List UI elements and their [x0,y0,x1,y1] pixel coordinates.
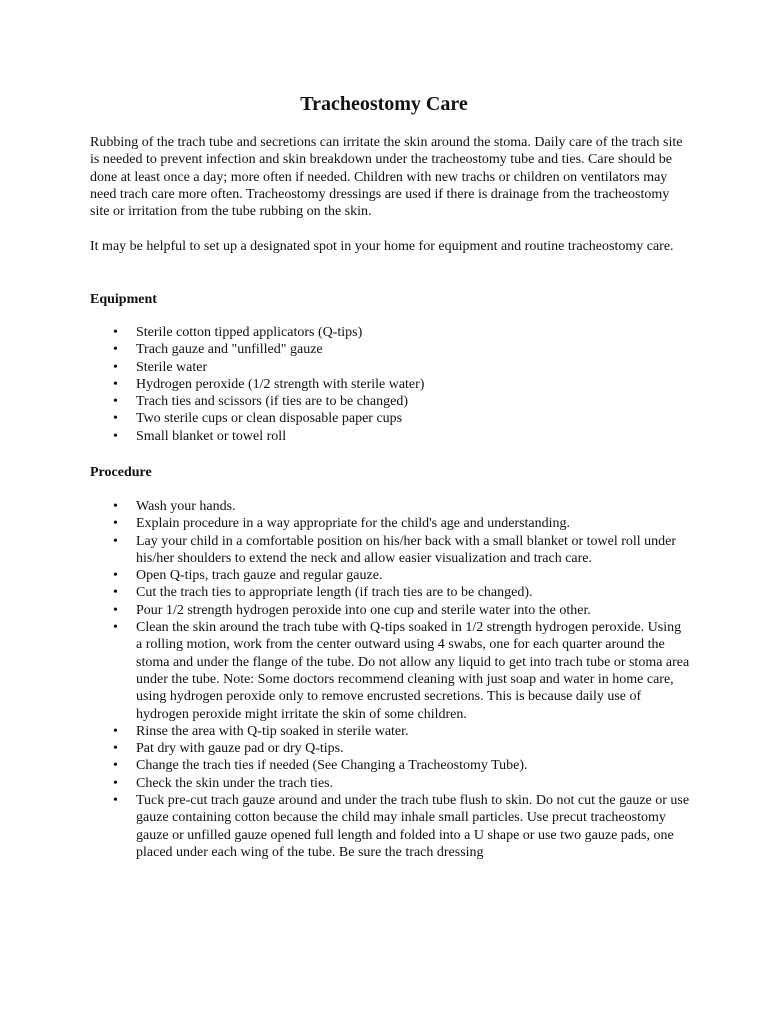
list-item-text: Sterile water [136,359,208,375]
list-item-text: Pour 1/2 strength hydrogen peroxide into one cup and sterile water into the other. [136,602,591,618]
list-item-text: Explain procedure in a way appropriate for the child's age and understanding. [136,516,571,532]
list-item [90,567,690,584]
list-item [90,792,690,861]
intro-paragraph: Rubbing of the trach tube and secretions can irritate the skin around the stoma. Daily care of the trach site is needed to prevent infection and skin breakdown under the tracheostomy tube and ties. Care should be done at least once a day; more often if needed. Children with new trachs or children on ventilators may need trach care more often. Tracheostomy dressings are used if there is drainage from the tracheostomy site or irritation from the tube rubbing on the skin. [90,135,683,220]
list-item-text: Rinse the area with Q-tip soaked in sterile water. [136,723,409,739]
list-item [90,740,690,757]
list-item [90,723,690,740]
bullet-icon: • [113,325,118,340]
list-item [90,533,690,568]
bullet-icon: • [113,359,118,375]
list-item-text: Lay your child in a comfortable position on his/her back with a small blanket or towel roll under his/her shoulders to extend the neck and allow easier visualization and trach care. [136,533,677,566]
list-item [90,428,690,445]
list-item-text: Clean the skin around the trach tube with Q-tips soaked in 1/2 strength hydrogen peroxide. Using a rolling motion, work from the center outward using 4 swabs, one for each quarter around the stoma and under the flange of the tube. Do not allow any liquid to get into trach tube or stoma area under the tube. Note: Some doctors recommend cleaning with just soap and water in home care, using hydrogen peroxide only to remove encrusted secretions. This is because daily use of hydrogen peroxide might irritate the skin of some children. [136,620,690,722]
bullet-icon: • [113,568,118,584]
bullet-icon: • [113,394,118,410]
list-item [90,341,690,358]
list-item-text: Check the skin under the trach ties. [136,775,334,791]
list-item [90,757,690,774]
bullet-icon: • [113,620,118,636]
list-item [90,359,690,376]
list-item-text: Trach gauze and "unfilled" gauze [136,342,323,358]
list-item [90,619,690,723]
bullet-icon: • [113,533,118,549]
bullet-icon: • [113,741,118,757]
bullet-icon: • [113,516,118,532]
list-item-text: Trach ties and scissors (if ties are to be changed) [136,394,409,410]
list-item-text: Cut the trach ties to appropriate length (if trach ties are to be changed). [136,585,533,601]
list-item-text: Wash your hands. [136,499,236,514]
bullet-icon: • [113,585,118,601]
list-item [90,324,690,341]
bullet-icon: • [113,342,118,358]
bullet-icon: • [113,775,118,791]
setup-paragraph: It may be helpful to set up a designated spot in your home for equipment and routine tracheostomy care. [90,239,674,254]
bullet-icon: • [113,723,118,739]
list-item [90,775,690,792]
bullet-icon: • [113,602,118,618]
list-item [90,498,690,515]
list-item-text: Pat dry with gauze pad or dry Q-tips. [136,741,344,757]
list-item-text: Open Q-tips, trach gauze and regular gauze. [136,568,383,584]
bullet-icon: • [113,376,118,392]
list-item [90,376,690,393]
list-item-text: Sterile cotton tipped applicators (Q-tips) [136,325,363,340]
bullet-icon: • [113,793,118,809]
list-item [90,515,690,532]
list-item-text: Change the trach ties if needed (See Changing a Tracheostomy Tube). [136,758,528,774]
list-item [90,602,690,619]
list-item-text: Hydrogen peroxide (1/2 strength with sterile water) [136,376,425,392]
bullet-icon: • [113,428,118,444]
list-item [90,584,690,601]
list-item-text: Small blanket or towel roll [136,428,287,444]
bullet-icon: • [113,499,118,514]
list-item [90,393,690,410]
equipment-heading: Equipment [90,292,157,307]
procedure-list [90,498,690,861]
list-item [90,410,690,427]
procedure-heading: Procedure [90,465,152,480]
bullet-icon: • [113,411,118,427]
list-item-text: Tuck pre-cut trach gauze around and under the trach tube flush to skin. Do not cut the gauze or use gauze containing cotton because the child may inhale small particles. Use precut tracheostomy gauze or unfilled gauze opened full length and folded into a U shape or use two gauze pads, one placed under each wing of the tube. Be sure the trach dressing [136,793,690,860]
bullet-icon: • [113,758,118,774]
page-title: Tracheostomy Care [300,93,468,115]
equipment-list [90,324,690,445]
list-item-text: Two sterile cups or clean disposable paper cups [136,411,403,427]
